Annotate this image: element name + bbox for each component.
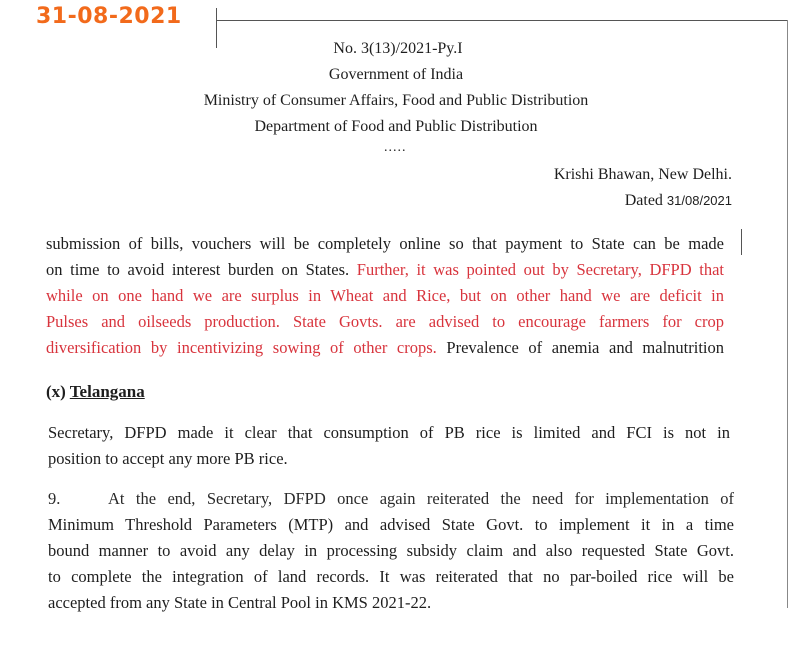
text-segment: on time to avoid interest burden on States. [46,260,350,279]
text-line: Secretary, DFPD made it clear that consumption of PB rice is limited and FCI is not in [48,423,730,442]
margin-mark [741,229,742,255]
dated-value: 31/08/2021 [666,193,732,208]
text-line [48,486,734,512]
dated-label: Dated [624,192,663,209]
section-heading [46,382,145,402]
place-and-date [554,162,732,214]
text-segment: At the end, Secretary, DFPD once again reiterated the need for implementation of [108,489,734,508]
paragraph-continuation [46,231,724,361]
government-line: Government of India [328,66,464,83]
letter-header [0,36,792,140]
text-line [46,335,724,361]
paragraph-number: 9. [48,489,61,508]
text-line: accepted from any State in Central Pool in KMS 2021-22. [48,593,432,612]
crop-mark-horizontal [216,20,788,21]
text-line: Minimum Threshold Parameters (MTP) and advised State Govt. to implement it in a time [48,515,734,534]
dated-line [554,188,732,214]
ministry-line: Ministry of Consumer Affairs, Food and Public Distribution [203,92,589,109]
section-title: Telangana [69,382,145,401]
header-separator: ..... [384,140,407,155]
text-line: bound manner to avoid any delay in processing subsidy claim and also requested State Govt. [48,541,734,560]
highlighted-text: diversification by incentivizing sowing of other crops. [46,338,437,357]
date-stamp: 31-08-2021 [36,4,182,29]
location: Krishi Bhawan, New Delhi. [553,166,732,183]
paragraph-9 [48,486,734,616]
text-line: submission of bills, vouchers will be completely online so that payment to State can be made [46,234,724,253]
highlighted-text-line: Pulses and oilseeds production. State Govts. are advised to encourage farmers for crop [46,312,724,331]
reference-number: No. 3(13)/2021-Py.I [333,40,463,57]
highlighted-text-line: while on one hand we are surplus in Wheat and Rice, but on other hand we are deficit in [46,286,724,305]
telangana-paragraph [48,420,730,472]
section-marker: (x) [46,382,66,401]
department-line: Department of Food and Public Distribution [254,118,538,135]
text-segment: Prevalence of anemia and malnutrition [446,338,724,357]
text-line: to complete the integration of land records. It was reiterated that no par-boiled rice will be [48,567,734,586]
text-line: position to accept any more PB rice. [48,449,288,468]
text-line [46,257,724,283]
highlighted-text: Further, it was pointed out by Secretary, DFPD that [356,260,725,279]
